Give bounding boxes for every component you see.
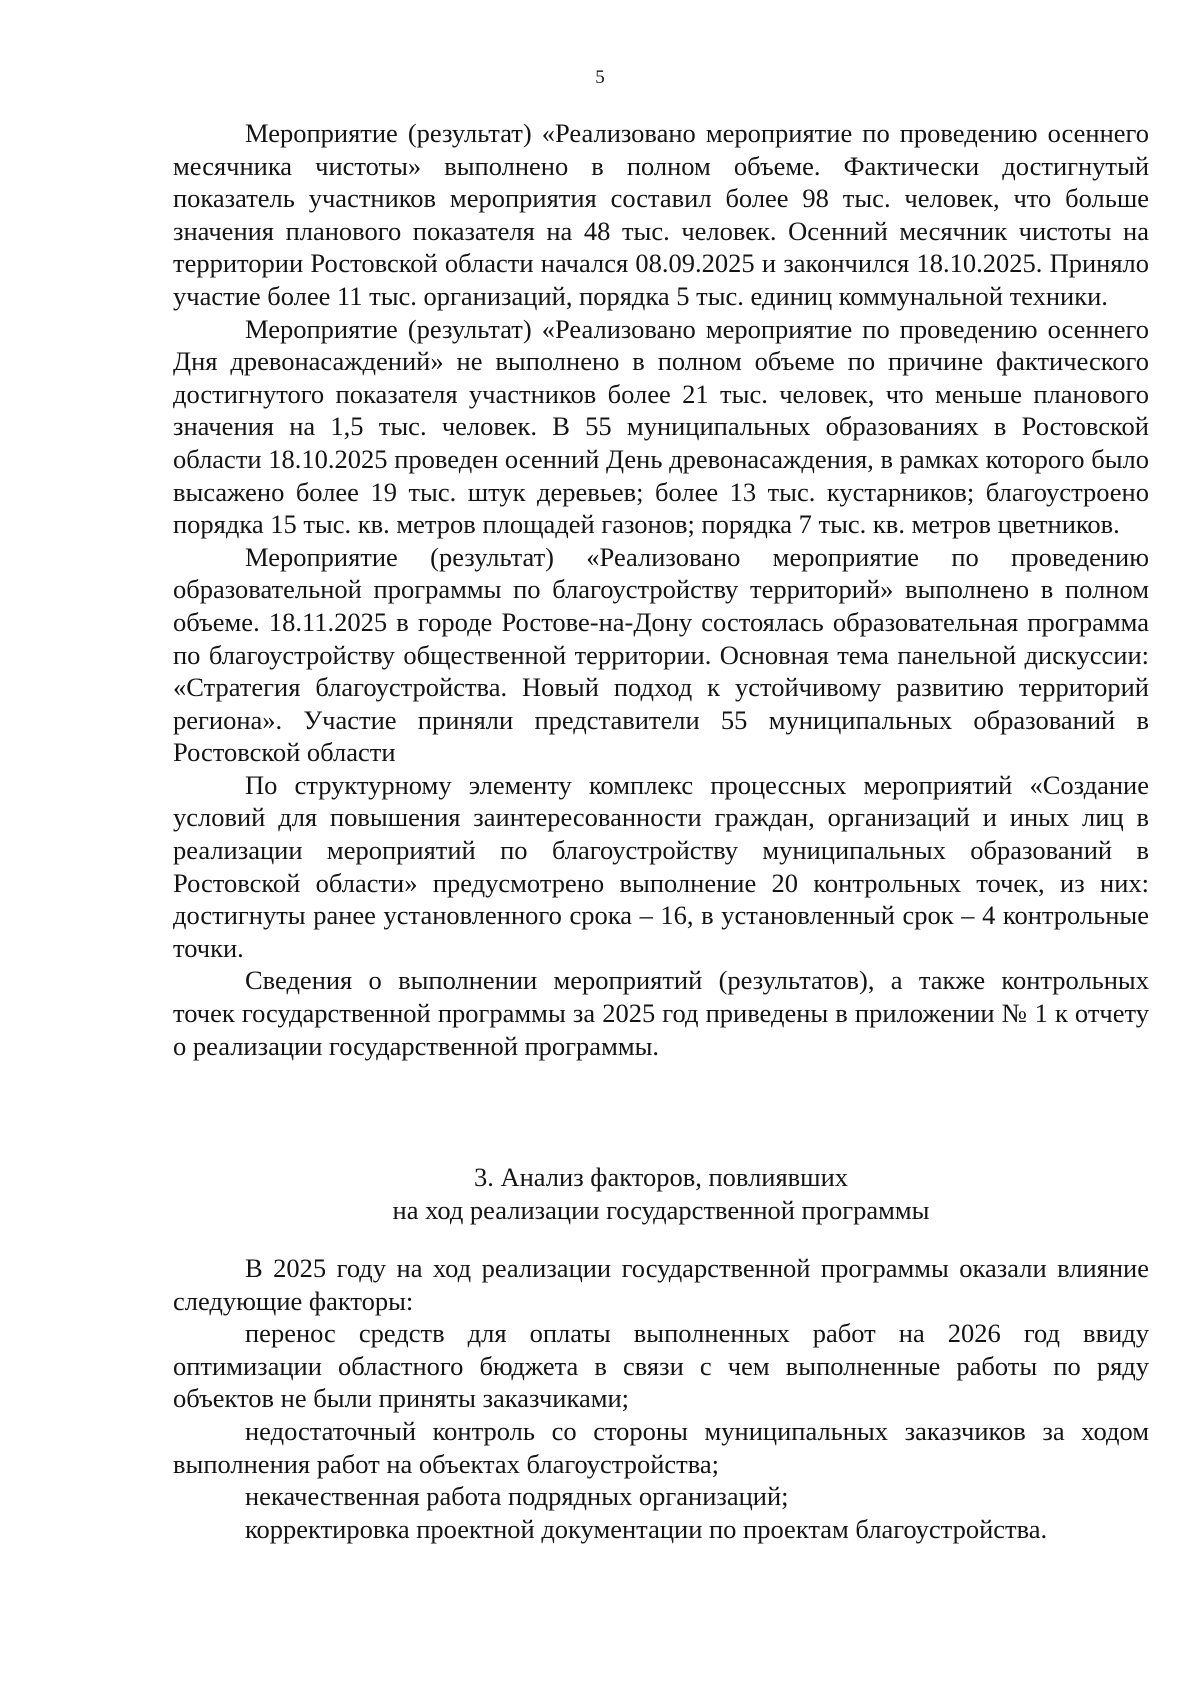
paragraph-tree-planting-day: Мероприятие (результат) «Реализовано мероприятие по проведению осеннего Дня древонасаждений» не выполнено в полном объеме по причине фактического достигнутого показателя участников более 21 тыс. человек, что меньше планового значения на 1,5 тыс. человек. В 55 муниципальных образованиях в Ростовской области 18.10.2025 проведен осенний День древонасаждения, в рамках которого было высажено более 19 тыс. штук деревьев; более 13 тыс. кустарников; благоустроено порядка 15 тыс. кв. метров площадей газонов; порядка 7 тыс. кв. метров цветников. xyxy=(173,313,1149,540)
paragraph-autumn-cleanup-month: Мероприятие (результат) «Реализовано мероприятие по проведению осеннего месячника чистоты» выполнено в полном объеме. Фактически достигнутый показатель участников мероприятия составил более 98 тыс. человек, что больше значения планового показателя на 48 тыс. человек. Осенний месячник чистоты на территории Ростовской области начался 08.09.2025 и закончился 18.10.2025. Приняло участие более 11 тыс. организаций, порядка 5 тыс. единиц коммунальной техники. xyxy=(173,118,1149,311)
body-text-top xyxy=(173,117,1149,1062)
paragraph-factors-intro: В 2025 году на ход реализации государственной программы оказали влияние следующие факторы: xyxy=(173,1253,1149,1316)
paragraph-process-measures-complex: По структурному элементу комплекс процессных мероприятий «Создание условий для повышения заинтересованности граждан, организаций и иных лиц в реализации мероприятий по благоустройству муниципальных образований в Ростовской области» предусмотрено выполнение 20 контрольных точек, из них: достигнуты ранее установленного срока – 16, в установленный срок – 4 контрольные точки. xyxy=(173,769,1149,963)
factor-item: некачественная работа подрядных организаций; xyxy=(245,1481,789,1512)
paragraph-educational-program: Мероприятие (результат) «Реализовано мероприятие по проведению образовательной программы по благоустройству территорий» выполнено в полном объеме. 18.11.2025 в городе Ростове-на-Дону состоялась образовательная программа по благоустройству общественной территории. Основная тема панельной дискуссии: «Стратегия благоустройства. Новый подход к устойчивому развитию территорий региона». Участие приняли представители 55 муниципальных образований в Ростовской области xyxy=(173,541,1149,768)
body-text-bottom xyxy=(173,1252,1149,1545)
section-heading xyxy=(173,1161,1149,1226)
factor-item: недостаточный контроль со стороны муниципальных заказчиков за ходом выполнения работ на объектах благоустройства; xyxy=(173,1415,1149,1479)
factor-item: корректировка проектной документации по проектам благоустройства. xyxy=(245,1513,1048,1544)
section-heading-line-1: 3. Анализ факторов, повлиявших xyxy=(473,1162,849,1192)
factor-item: перенос средств для оплаты выполненных работ на 2026 год ввиду оптимизации областного бюджета в связи с чем выполненные работы по ряду объектов не были приняты заказчиками; xyxy=(173,1318,1149,1414)
page-number: 5 xyxy=(595,67,605,88)
paragraph-appendix-reference: Сведения о выполнении мероприятий (результатов), а также контрольных точек государственной программы за 2025 год приведены в приложении № 1 к отчету о реализации государственной программы. xyxy=(173,965,1149,1061)
section-heading-line-2: на ход реализации государственной программы xyxy=(392,1194,930,1225)
